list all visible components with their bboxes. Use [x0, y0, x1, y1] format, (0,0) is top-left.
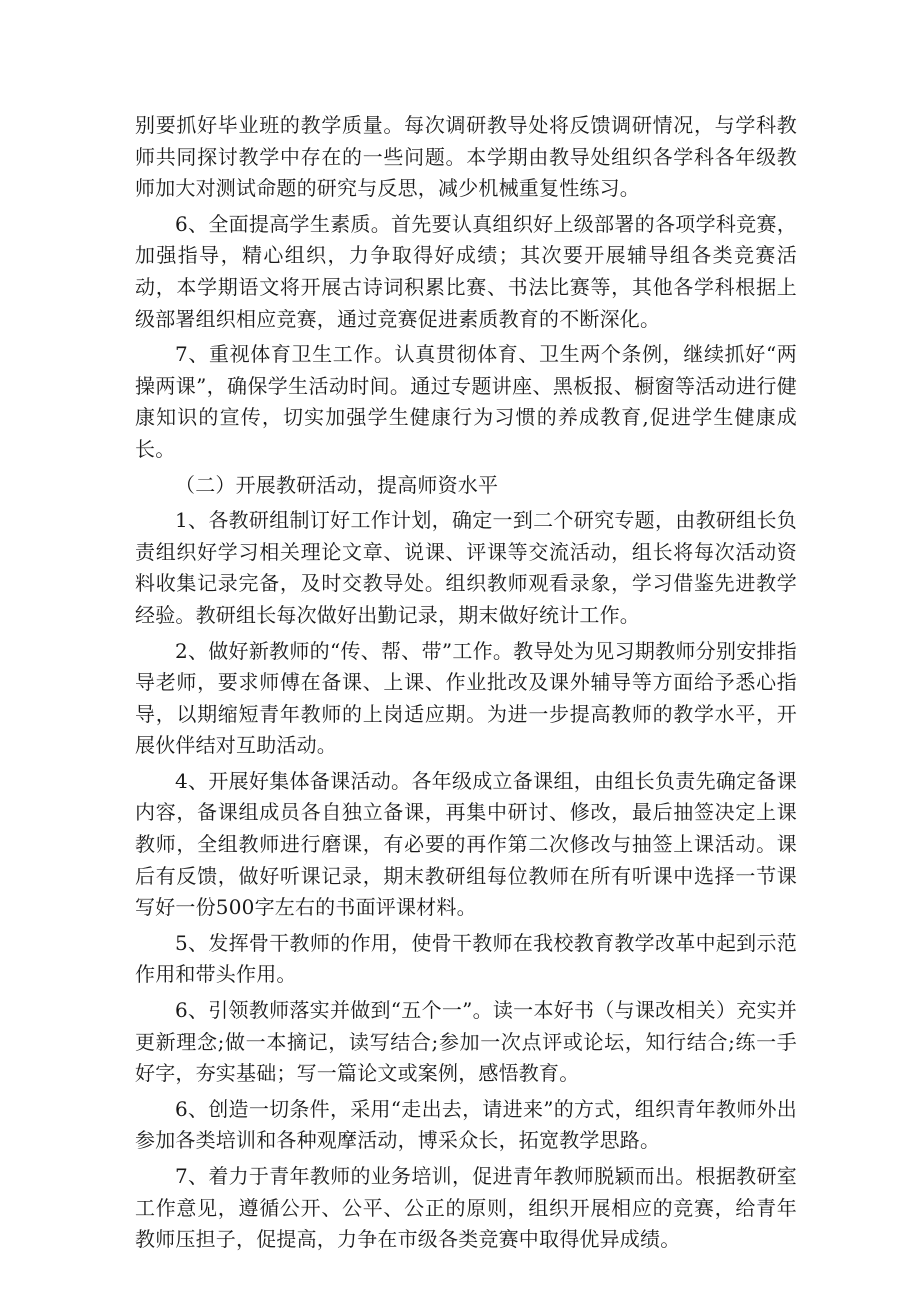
paragraph-mentoring: 2、做好新教师的“传、帮、带”工作。教导处为见习期教师分别安排指导老师，要求师傅在备课、上课、作业批改及课外辅导等方面给予悉心指导，以期缩短青年教师的上岗适应期。为进一步提高教师的教学水平，开展伙伴结对互助活动。	[135, 638, 797, 758]
paragraph-continuation: 别要抓好毕业班的教学质量。每次调研教导处将反馈调研情况，与学科教师共同探讨教学中存在的一些问题。本学期由教导处组织各学科各年级教师加大对测试命题的研究与反思，减少机械重复性练习。	[135, 113, 797, 201]
paragraph-backbone-teachers: 5、发挥骨干教师的作用，使骨干教师在我校教育教学改革中起到示范作用和带头作用。	[135, 930, 797, 987]
paragraph-sports-hygiene: 7、重视体育卫生工作。认真贯彻体育、卫生两个条例，继续抓好“两操两课”，确保学生活动时间。通过专题讲座、黑板报、橱窗等活动进行健康知识的宣传，切实加强学生健康行为习惯的养成教育,促进学生健康成长。	[135, 342, 797, 461]
paragraph-five-ones: 6、引领教师落实并做到“五个一”。读一本好书（与课改相关）充实并更新理念;做一本摘记，读写结合;参加一次点评或论坛，知行结合;练一手好字，夯实基础；写一篇论文或案例，感悟教育。	[135, 998, 797, 1086]
paragraph-improve-student-quality: 6、全面提高学生素质。首先要认真组织好上级部署的各项学科竞赛，加强指导，精心组织，力争取得好成绩；其次要开展辅导组各类竞赛活动，本学期语文将开展古诗词积累比赛、书法比赛等，其他各学科根据上级部署组织相应竞赛，通过竞赛促进素质教育的不断深化。	[135, 211, 797, 331]
section-heading: （二）开展教研活动，提高师资水平	[175, 472, 499, 497]
paragraph-training: 6、创造一切条件，采用“走出去，请进来”的方式，组织青年教师外出参加各类培训和各种观摩活动，博采众长，拓宽教学思路。	[135, 1096, 797, 1153]
paragraph-young-teachers: 7、着力于青年教师的业务培训，促进青年教师脱颖而出。根据教研室工作意见，遵循公开、公平、公正的原则，组织开展相应的竞赛，给青年教师压担子，促提高，力争在市级各类竞赛中取得优异成绩。	[135, 1164, 797, 1252]
paragraph-work-plan: 1、各教研组制订好工作计划，确定一到二个研究专题，由教研组长负责组织好学习相关理论文章、说课、评课等交流活动，组长将每次活动资料收集记录完备，及时交教导处。组织教师观看录象，学习借鉴先进教学经验。教研组长每次做好出勤记录，期末做好统计工作。	[135, 508, 797, 627]
paragraph-collective-lesson-prep: 4、开展好集体备课活动。各年级成立备课组，由组长负责先确定备课内容，备课组成员各自独立备课，再集中研讨、修改，最后抽签决定上课教师，全组教师进行磨课，有必要的再作第二次修改与抽签上课活动。课后有反馈，做好听课记录，期末教研组每位教师在所有听课中选择一节课写好一份500字左右的书面评课材料。	[135, 768, 797, 920]
document-page	[135, 110, 797, 1260]
